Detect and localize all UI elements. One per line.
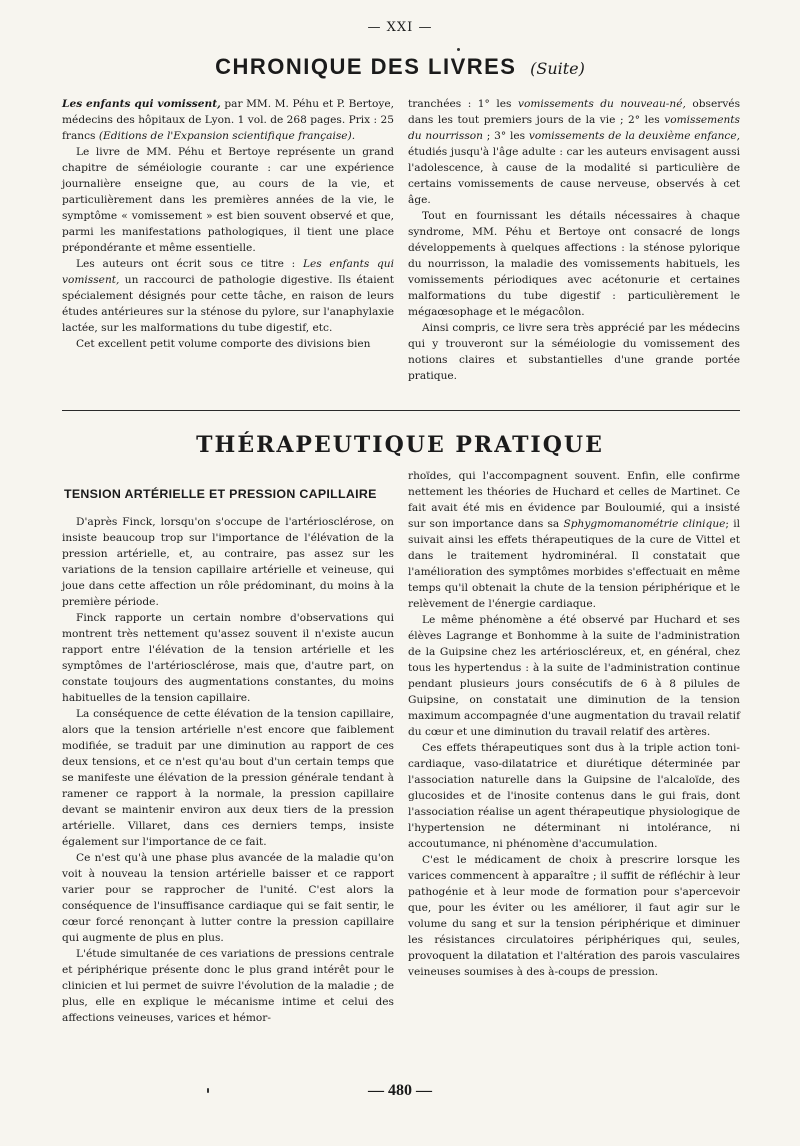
article-paragraph: Le même phénomène a été observé par Huchard et ses élèves Lagrange et Bonhomme à la suite de l'administration de la Guipsine chez les artérioscléreux, et, en général, chez tous les hypertendus : à la suite de l'administration continue pendant plusieurs jours consécutifs de 6 à 8 pilules de Guipsine, on constatait une diminution de la tension maximum accompagnée d'une augmentation du travail relatif du cœur et une diminution du travail relatif des artères.	[408, 614, 740, 738]
article-heading: TENSION ARTÉRIELLE ET PRESSION CAPILLAIRE	[64, 487, 377, 501]
page-number: — 480 —	[368, 1082, 432, 1099]
article-paragraph: rhoïdes, qui l'accompagnent souvent. Enfin, elle confirme nettement les théories de Huchard et celles de Martinet. Ce fait avait été mis en évidence par Bouloumié, qui a insisté sur son importance dans sa Sphygmomanométrie clinique; il suivait ainsi les effets thérapeutiques de la cure de Vittel et dans le traitement hydrominéral. Il constatait que l'amélioration des symptômes morbides s'effectuait en même temps qu'il obtenait la chute de la tension périphérique et le relèvement de l'énergie cardiaque.	[408, 470, 740, 610]
article-column-right	[408, 468, 740, 980]
chronique-column-left	[62, 96, 394, 352]
review-paragraph: Tout en fournissant les détails nécessaires à chaque syndrome, MM. Péhu et Bertoye ont consacré de longs développements à quelques affections : la sténose pylorique du nourrisson, la maladie des vomissements habituels, les vomissements périodiques avec acétonurie et certaines malformations du tube digestif : particulièrement le mégaœsophage et le mégacôlon.	[408, 210, 740, 318]
review-paragraph: tranchées : 1° les vomissements du nouveau-né, observés dans les tout premiers jours de la vie ; 2° les vomissements du nourrisson ; 3° les vomissements de la deuxième enfance, étudiés jusqu'à l'âge adulte : car les auteurs envisagent aussi l'adolescence, à cause de la modalité si particulière de certains vomissements de cause nerveuse, observés à cet âge.	[408, 98, 741, 206]
chronique-title-suffix: (Suite)	[530, 59, 585, 78]
review-paragraph: Le livre de MM. Péhu et Bertoye représente un grand chapitre de séméiologie courante : car une expérience journalière enseigne que, au cours de la vie, et particulièrement dans les premières années de la vie, le symptôme « vomissement » est bien souvent observé et que, parmi les manifestations pathologiques, il tient une place prépondérante et même essentielle.	[62, 146, 394, 254]
chronique-column-right	[408, 96, 740, 384]
article-paragraph: L'étude simultanée de ces variations de pressions centrale et périphérique présente donc le plus grand intérêt pour le clinicien et lui permet de suivre l'évolution de la maladie ; de plus, elle en explique le mécanisme intime et celui des affections veineuses, varices et hémor-	[62, 948, 394, 1024]
print-speck	[457, 48, 460, 51]
therapeutique-title: THÉRAPEUTIQUE PRATIQUE	[196, 432, 604, 458]
article-paragraph: Ces effets thérapeutiques sont dus à la triple action toni-cardiaque, vaso-dilatatrice et diurétique déterminée par l'association naturelle dans la Guipsine de l'alcaloïde, des glucosides et de l'inosite contenus dans le gui frais, dont l'association réalise un agent thérapeutique physiologique de l'hypertension ne déterminant ni intolérance, ni accoutumance, ni phénomène d'accumulation.	[408, 742, 740, 850]
article-column-left	[62, 514, 394, 1026]
chronique-title-text: CHRONIQUE DES LIVRES	[215, 54, 517, 79]
article-paragraph: La conséquence de cette élévation de la tension capillaire, alors que la tension artérielle n'est encore que faiblement modifiée, se traduit par une diminution au rapport de ces deux tensions, et ce n'est qu'au bout d'un certain temps que se manifeste une élévation de la pression générale tendant à ramener ce rapport à la normale, la pression capillaire devant se maintenir environ aux deux tiers de la pression artérielle. Villaret, dans ces derniers temps, insiste également sur l'importance de ce fait.	[62, 708, 394, 848]
article-paragraph: C'est le médicament de choix à prescrire lorsque les varices commencent à apparaître ; il suffit de réfléchir à leur pathogénie et à leur mode de formation pour s'apercevoir que, pour les éviter ou les améliorer, il faut agir sur le volume du sang et sur la tension périphérique et diminuer les résistances circulatoires périphériques qui, seules, provoquent la dilatation et l'altération des parois vasculaires veineuses soumises à des à-coups de pression.	[408, 854, 740, 978]
review-intro-paragraph	[62, 96, 394, 144]
book-publisher: (Editions de l'Expansion scientifique française).	[98, 130, 356, 142]
chronique-title	[0, 54, 800, 80]
book-title: Les enfants qui vomissent,	[62, 98, 221, 110]
article-paragraph: Finck rapporte un certain nombre d'observations qui montrent très nettement qu'assez souvent il n'existe aucun rapport entre l'élévation de la tension artérielle et les symptômes de l'artériosclérose, mais que, d'autre part, on constate toujours des augmentations constantes, du moins habituelles de la tension capillaire.	[62, 612, 394, 704]
roman-folio: — XXI —	[367, 20, 433, 35]
article-paragraph: Ce n'est qu'à une phase plus avancée de la maladie qu'on voit à nouveau la tension artérielle baisser et ce rapport varier pour se rapprocher de l'unité. C'est alors la conséquence de l'insuffisance cardiaque qui se fait sentir, le cœur forcé renonçant à lutter contre la pression capillaire qui augmente de plus en plus.	[62, 852, 394, 944]
review-paragraph: Ainsi compris, ce livre sera très apprécié par les médecins qui y trouveront sur la séméiologie du vomissement des notions claires et substantielles d'une grande portée pratique.	[408, 322, 740, 382]
article-paragraph: D'après Finck, lorsqu'on s'occupe de l'artériosclérose, on insiste beaucoup trop sur l'importance de l'élévation de la pression artérielle, et, au contraire, pas assez sur les variations de la tension capillaire artérielle et veineuse, qui joue dans cette affection un rôle prédominant, du moins à la première période.	[62, 516, 394, 608]
section-divider	[62, 410, 740, 411]
book-details: par MM. M. Péhu et P. Bertoye, médecins des hôpitaux de Lyon. 1 vol. de 268 pages. Prix : 25 francs	[62, 98, 394, 142]
review-paragraph: Cet excellent petit volume comporte des divisions bien	[76, 338, 371, 350]
review-paragraph: Les auteurs ont écrit sous ce titre : Les enfants qui vomissent, un raccourci de pathologie digestive. Ils étaient spécialement désignés pour cette tâche, en raison de leurs études antérieures sur la sténose du pylore, sur l'anaphylaxie lactée, sur les malformations du tube digestif, etc.	[62, 258, 394, 334]
